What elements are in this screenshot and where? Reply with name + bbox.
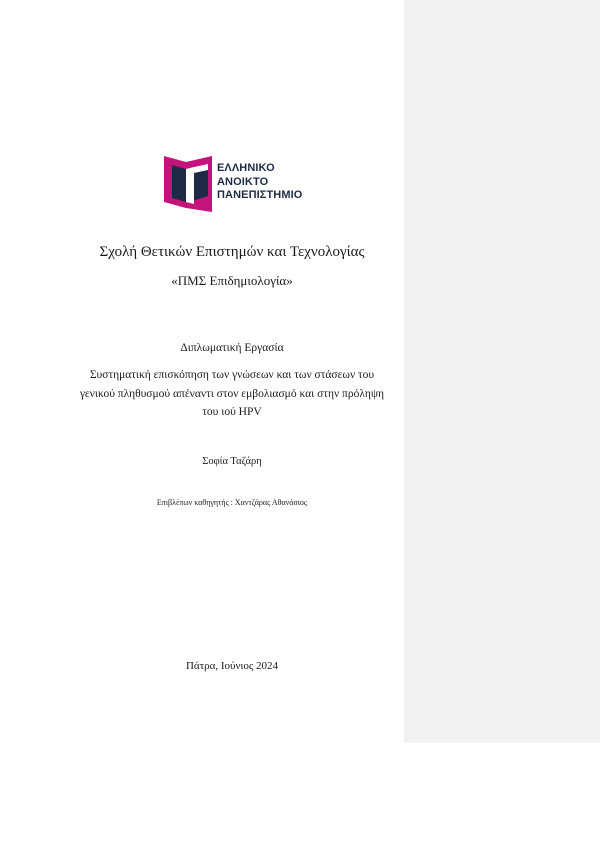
logo-wordmark bbox=[217, 162, 302, 203]
place-and-date: Πάτρα, Ιούνιος 2024 bbox=[185, 660, 279, 672]
thesis-title bbox=[70, 366, 394, 422]
university-logo bbox=[164, 156, 324, 214]
logo-line-1: ΕΛΛΗΝΙΚΟ bbox=[217, 162, 275, 174]
thesis-type: Διπλωματική Εργασία bbox=[180, 342, 284, 354]
author-name: Σοφία Ταζάρη bbox=[202, 456, 262, 467]
thesis-title-line: Συστηματική επισκόπηση των γνώσεων και των στάσεων του bbox=[89, 369, 375, 381]
side-panel bbox=[404, 0, 600, 743]
supervisor-line: Επιβλέπων καθηγητής : Χαντζάρας Αθανάσιος bbox=[156, 498, 308, 507]
thesis-title-line: γενικού πληθυσμού απέναντι στον εμβολιασμό και στην πρόληψη bbox=[79, 387, 385, 400]
program-name: «ΠΜΣ Επιδημιολογία» bbox=[171, 273, 293, 288]
thesis-title-line: του ιού HPV bbox=[202, 406, 262, 418]
logo-line-2: ΑΝΟΙΚΤΟ bbox=[217, 175, 269, 188]
school-name: Σχολή Θετικών Επιστημών και Τεχνολογίας bbox=[99, 244, 365, 260]
open-book-logo-icon bbox=[164, 156, 212, 212]
logo-line-3: ΠΑΝΕΠΙΣΤΗΜΙΟ bbox=[217, 189, 303, 201]
